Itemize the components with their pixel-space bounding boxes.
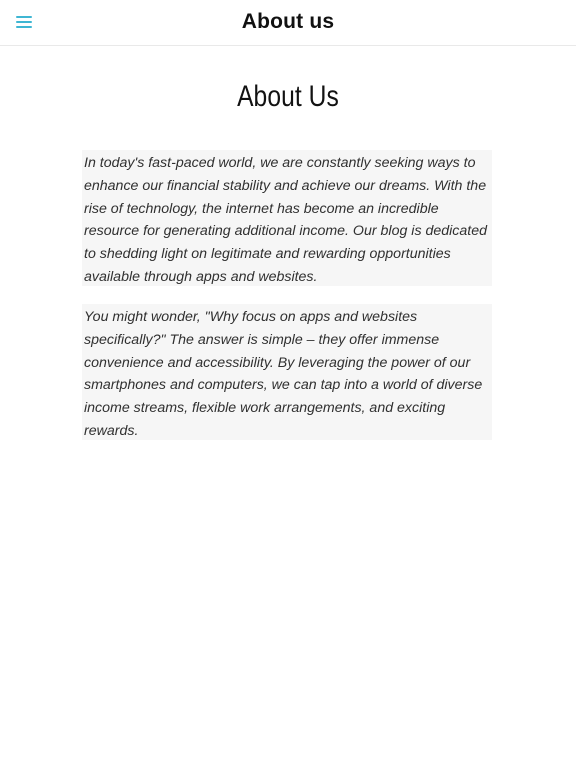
page-heading: About Us [237,80,339,113]
intro-paragraph: In today's fast-paced world, we are constantly seeking ways to enhance our financial stability and achieve our dreams. With the rise of technology, the internet has become an incredible resource for generating additional income. Our blog is dedicated to shedding light on legitimate and rewarding opportunities available through apps and websites. [82,150,492,286]
app-bar-title: About us [241,10,335,33]
why-apps-paragraph: You might wonder, "Why focus on apps and websites specifically?" The answer is simple – they offer immense convenience and accessibility. By leveraging the power of our smartphones and computers, we can tap into a world of diverse income streams, flexible work arrangements, and exciting rewards. [82,304,492,440]
main-content [0,46,576,768]
top-app-bar [0,0,576,46]
